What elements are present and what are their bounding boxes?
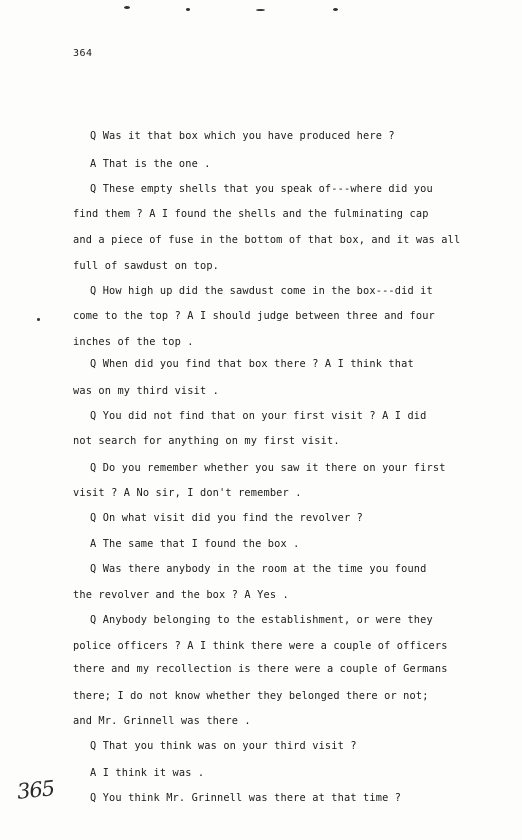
page-number: 364 xyxy=(73,48,93,59)
transcript-line: Q Was it that box which you have produced here ? xyxy=(90,130,395,142)
transcript-line: there; I do not know whether they belonged there or not; xyxy=(73,690,429,702)
transcript-line: Q You did not find that on your first visit ? A I did xyxy=(90,410,427,422)
transcript-line: come to the top ? A I should judge between three and four xyxy=(73,310,435,322)
transcript-line: Q Was there anybody in the room at the time you found xyxy=(90,563,427,575)
transcript-line: and a piece of fuse in the bottom of that box, and it was all xyxy=(73,234,461,246)
transcript-line: A That is the one . xyxy=(90,158,211,170)
transcript-line: Q Do you remember whether you saw it there on your first xyxy=(90,462,446,474)
transcript-line: A The same that I found the box . xyxy=(90,538,300,550)
transcript-line: and Mr. Grinnell was there . xyxy=(73,715,251,727)
scan-speck xyxy=(186,8,190,11)
scan-speck xyxy=(333,8,338,11)
transcript-line: full of sawdust on top. xyxy=(73,260,220,272)
scan-speck xyxy=(124,6,130,9)
transcript-line: Q On what visit did you find the revolver ? xyxy=(90,512,364,524)
transcript-line: the revolver and the box ? A Yes . xyxy=(73,589,289,601)
scan-speck xyxy=(37,318,40,321)
transcript-line: Q You think Mr. Grinnell was there at that time ? xyxy=(90,792,402,804)
transcript-line: not search for anything on my first visit. xyxy=(73,435,340,447)
transcript-line: Q Anybody belonging to the establishment, or were they xyxy=(90,614,433,626)
transcript-line: find them ? A I found the shells and the fulminating cap xyxy=(73,208,429,220)
transcript-line: Q When did you find that box there ? A I think that xyxy=(90,358,414,370)
transcript-line: police officers ? A I think there were a couple of officers xyxy=(73,640,448,652)
transcript-line: Q How high up did the sawdust come in the box---did it xyxy=(90,285,433,297)
transcript-line: there and my recollection is there were a couple of Germans xyxy=(73,663,448,675)
transcript-line: Q That you think was on your third visit ? xyxy=(90,740,357,752)
handwritten-page-note: 365 xyxy=(15,776,56,804)
transcript-line: inches of the top . xyxy=(73,336,194,348)
transcript-line: was on my third visit . xyxy=(73,385,220,397)
transcript-line: Q These empty shells that you speak of---where did you xyxy=(90,183,433,195)
transcript-line: A I think it was . xyxy=(90,767,205,779)
transcript-line: visit ? A No sir, I don't remember . xyxy=(73,487,302,499)
scan-speck xyxy=(256,9,265,11)
